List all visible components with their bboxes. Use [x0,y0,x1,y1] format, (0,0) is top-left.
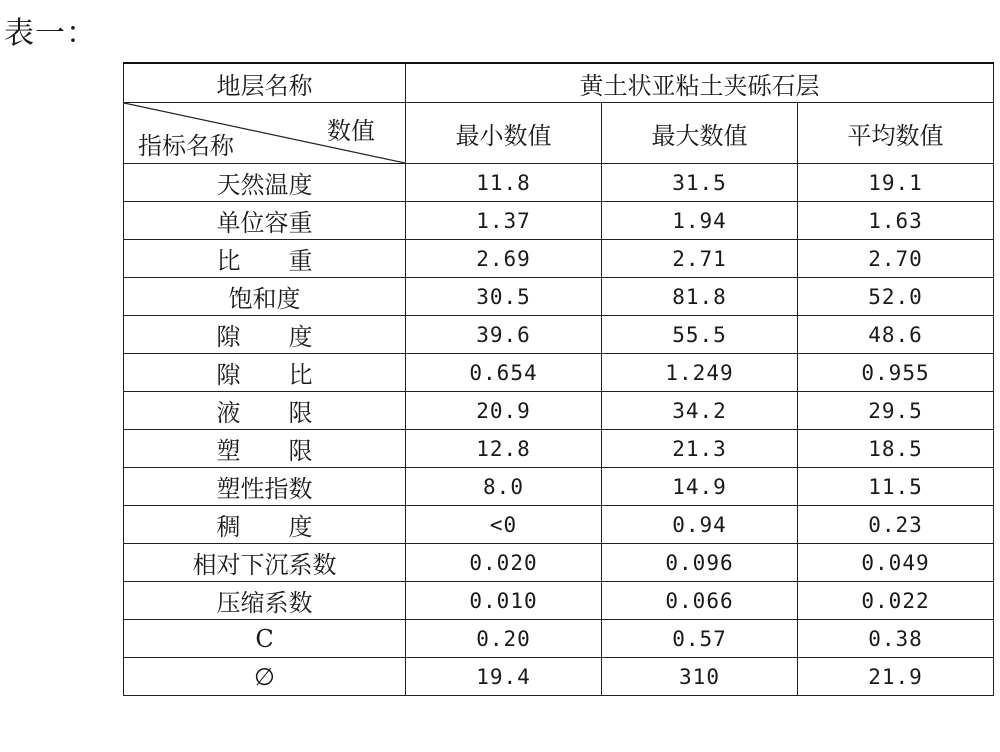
row-max-cell: 55.5 [602,316,798,354]
row-max-cell: 34.2 [602,392,798,430]
row-max-cell: 81.8 [602,278,798,316]
row-avg-cell: 0.955 [798,354,994,392]
row-avg-cell: 1.63 [798,202,994,240]
table-row [124,544,994,582]
row-max-cell: 0.096 [602,544,798,582]
table-row [124,316,994,354]
row-avg-cell: 19.1 [798,164,994,202]
table-row [124,468,994,506]
table-row [124,278,994,316]
row-min-cell: 30.5 [406,278,602,316]
row-max-cell: 2.71 [602,240,798,278]
header-row-layer [124,63,994,103]
row-name-cell: 压缩系数 [124,582,406,620]
row-min-cell: 20.9 [406,392,602,430]
row-avg-cell: 11.5 [798,468,994,506]
table-row [124,202,994,240]
row-name-cell: 液 限 [124,392,406,430]
table-row [124,164,994,202]
diagonal-bottom-label: 指标名称 [138,132,234,160]
row-min-cell: 11.8 [406,164,602,202]
diagonal-top-label: 数值 [327,117,375,145]
diagonal-header-cell [124,103,406,164]
table-row [124,658,994,696]
row-name-cell: 隙 比 [124,354,406,392]
row-name-cell: 单位容重 [124,202,406,240]
row-max-cell: 1.94 [602,202,798,240]
data-table [123,62,993,750]
row-name-cell: C [124,620,406,658]
row-min-cell: 0.654 [406,354,602,392]
table-row [124,392,994,430]
row-min-cell: 8.0 [406,468,602,506]
table-caption: 表一： [4,16,97,51]
column-header-max: 最大数值 [602,103,798,164]
table-body [124,164,994,696]
table-row [124,582,994,620]
row-name-cell: 塑 限 [124,430,406,468]
row-min-cell: 0.020 [406,544,602,582]
row-avg-cell: 21.9 [798,658,994,696]
row-min-cell: 19.4 [406,658,602,696]
row-max-cell: 1.249 [602,354,798,392]
row-name-cell: 饱和度 [124,278,406,316]
table-row [124,240,994,278]
row-max-cell: 31.5 [602,164,798,202]
row-min-cell: 0.010 [406,582,602,620]
table-row [124,620,994,658]
row-min-cell: <0 [406,506,602,544]
row-max-cell: 0.57 [602,620,798,658]
row-min-cell: 2.69 [406,240,602,278]
row-avg-cell: 18.5 [798,430,994,468]
row-min-cell: 1.37 [406,202,602,240]
row-avg-cell: 2.70 [798,240,994,278]
header-row-columns [124,103,994,164]
row-min-cell: 0.20 [406,620,602,658]
row-min-cell: 12.8 [406,430,602,468]
layer-value-cell: 黄土状亚粘土夹砾石层 [406,63,994,103]
column-header-avg: 平均数值 [798,103,994,164]
row-max-cell: 21.3 [602,430,798,468]
row-max-cell: 0.066 [602,582,798,620]
row-max-cell: 310 [602,658,798,696]
layer-label-cell: 地层名称 [124,63,406,103]
row-name-cell: 比 重 [124,240,406,278]
row-min-cell: 39.6 [406,316,602,354]
row-avg-cell: 29.5 [798,392,994,430]
table-row [124,506,994,544]
row-avg-cell: 0.022 [798,582,994,620]
row-avg-cell: 0.049 [798,544,994,582]
row-avg-cell: 0.38 [798,620,994,658]
row-name-cell: 稠 度 [124,506,406,544]
row-name-cell: 相对下沉系数 [124,544,406,582]
table-row [124,430,994,468]
row-name-cell: 天然温度 [124,164,406,202]
row-max-cell: 0.94 [602,506,798,544]
row-avg-cell: 48.6 [798,316,994,354]
row-max-cell: 14.9 [602,468,798,506]
row-name-cell: 隙 度 [124,316,406,354]
column-header-min: 最小数值 [406,103,602,164]
row-name-cell: ∅ [124,658,406,696]
row-avg-cell: 52.0 [798,278,994,316]
table-row [124,354,994,392]
row-avg-cell: 0.23 [798,506,994,544]
row-name-cell: 塑性指数 [124,468,406,506]
